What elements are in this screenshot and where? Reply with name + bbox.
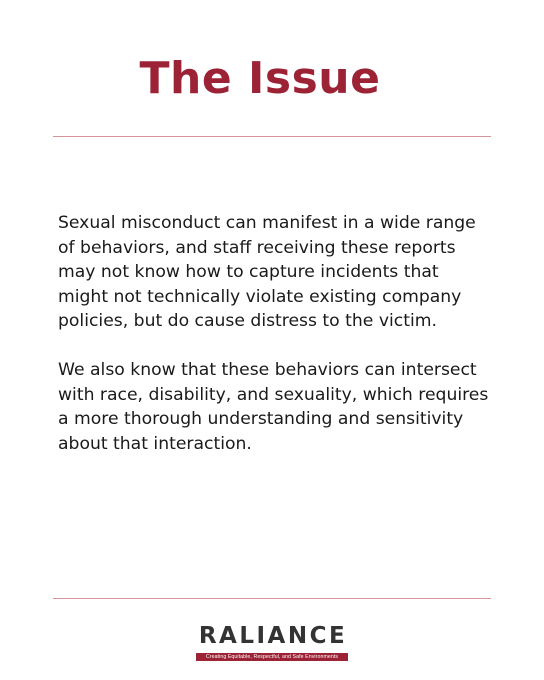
page-title: The Issue [139,53,381,104]
logo-wordmark: RALIANCE [198,623,348,649]
body-text [58,211,494,456]
raliance-logo [196,622,348,661]
logo-tagline: Creating Equitable, Respectful, and Safe Environments [196,653,348,661]
paragraph: Sexual misconduct can manifest in a wide range of behaviors, and staff receiving these reports may not know how to capture incidents that might not technically violate existing company policies, but do cause distress to the victim. [58,213,476,331]
bottom-divider [53,598,491,599]
paragraph: We also know that these behaviors can intersect with race, disability, and sexuality, which requires a more thorough understanding and sensitivity about that interaction. [58,360,489,454]
top-divider [53,136,491,137]
